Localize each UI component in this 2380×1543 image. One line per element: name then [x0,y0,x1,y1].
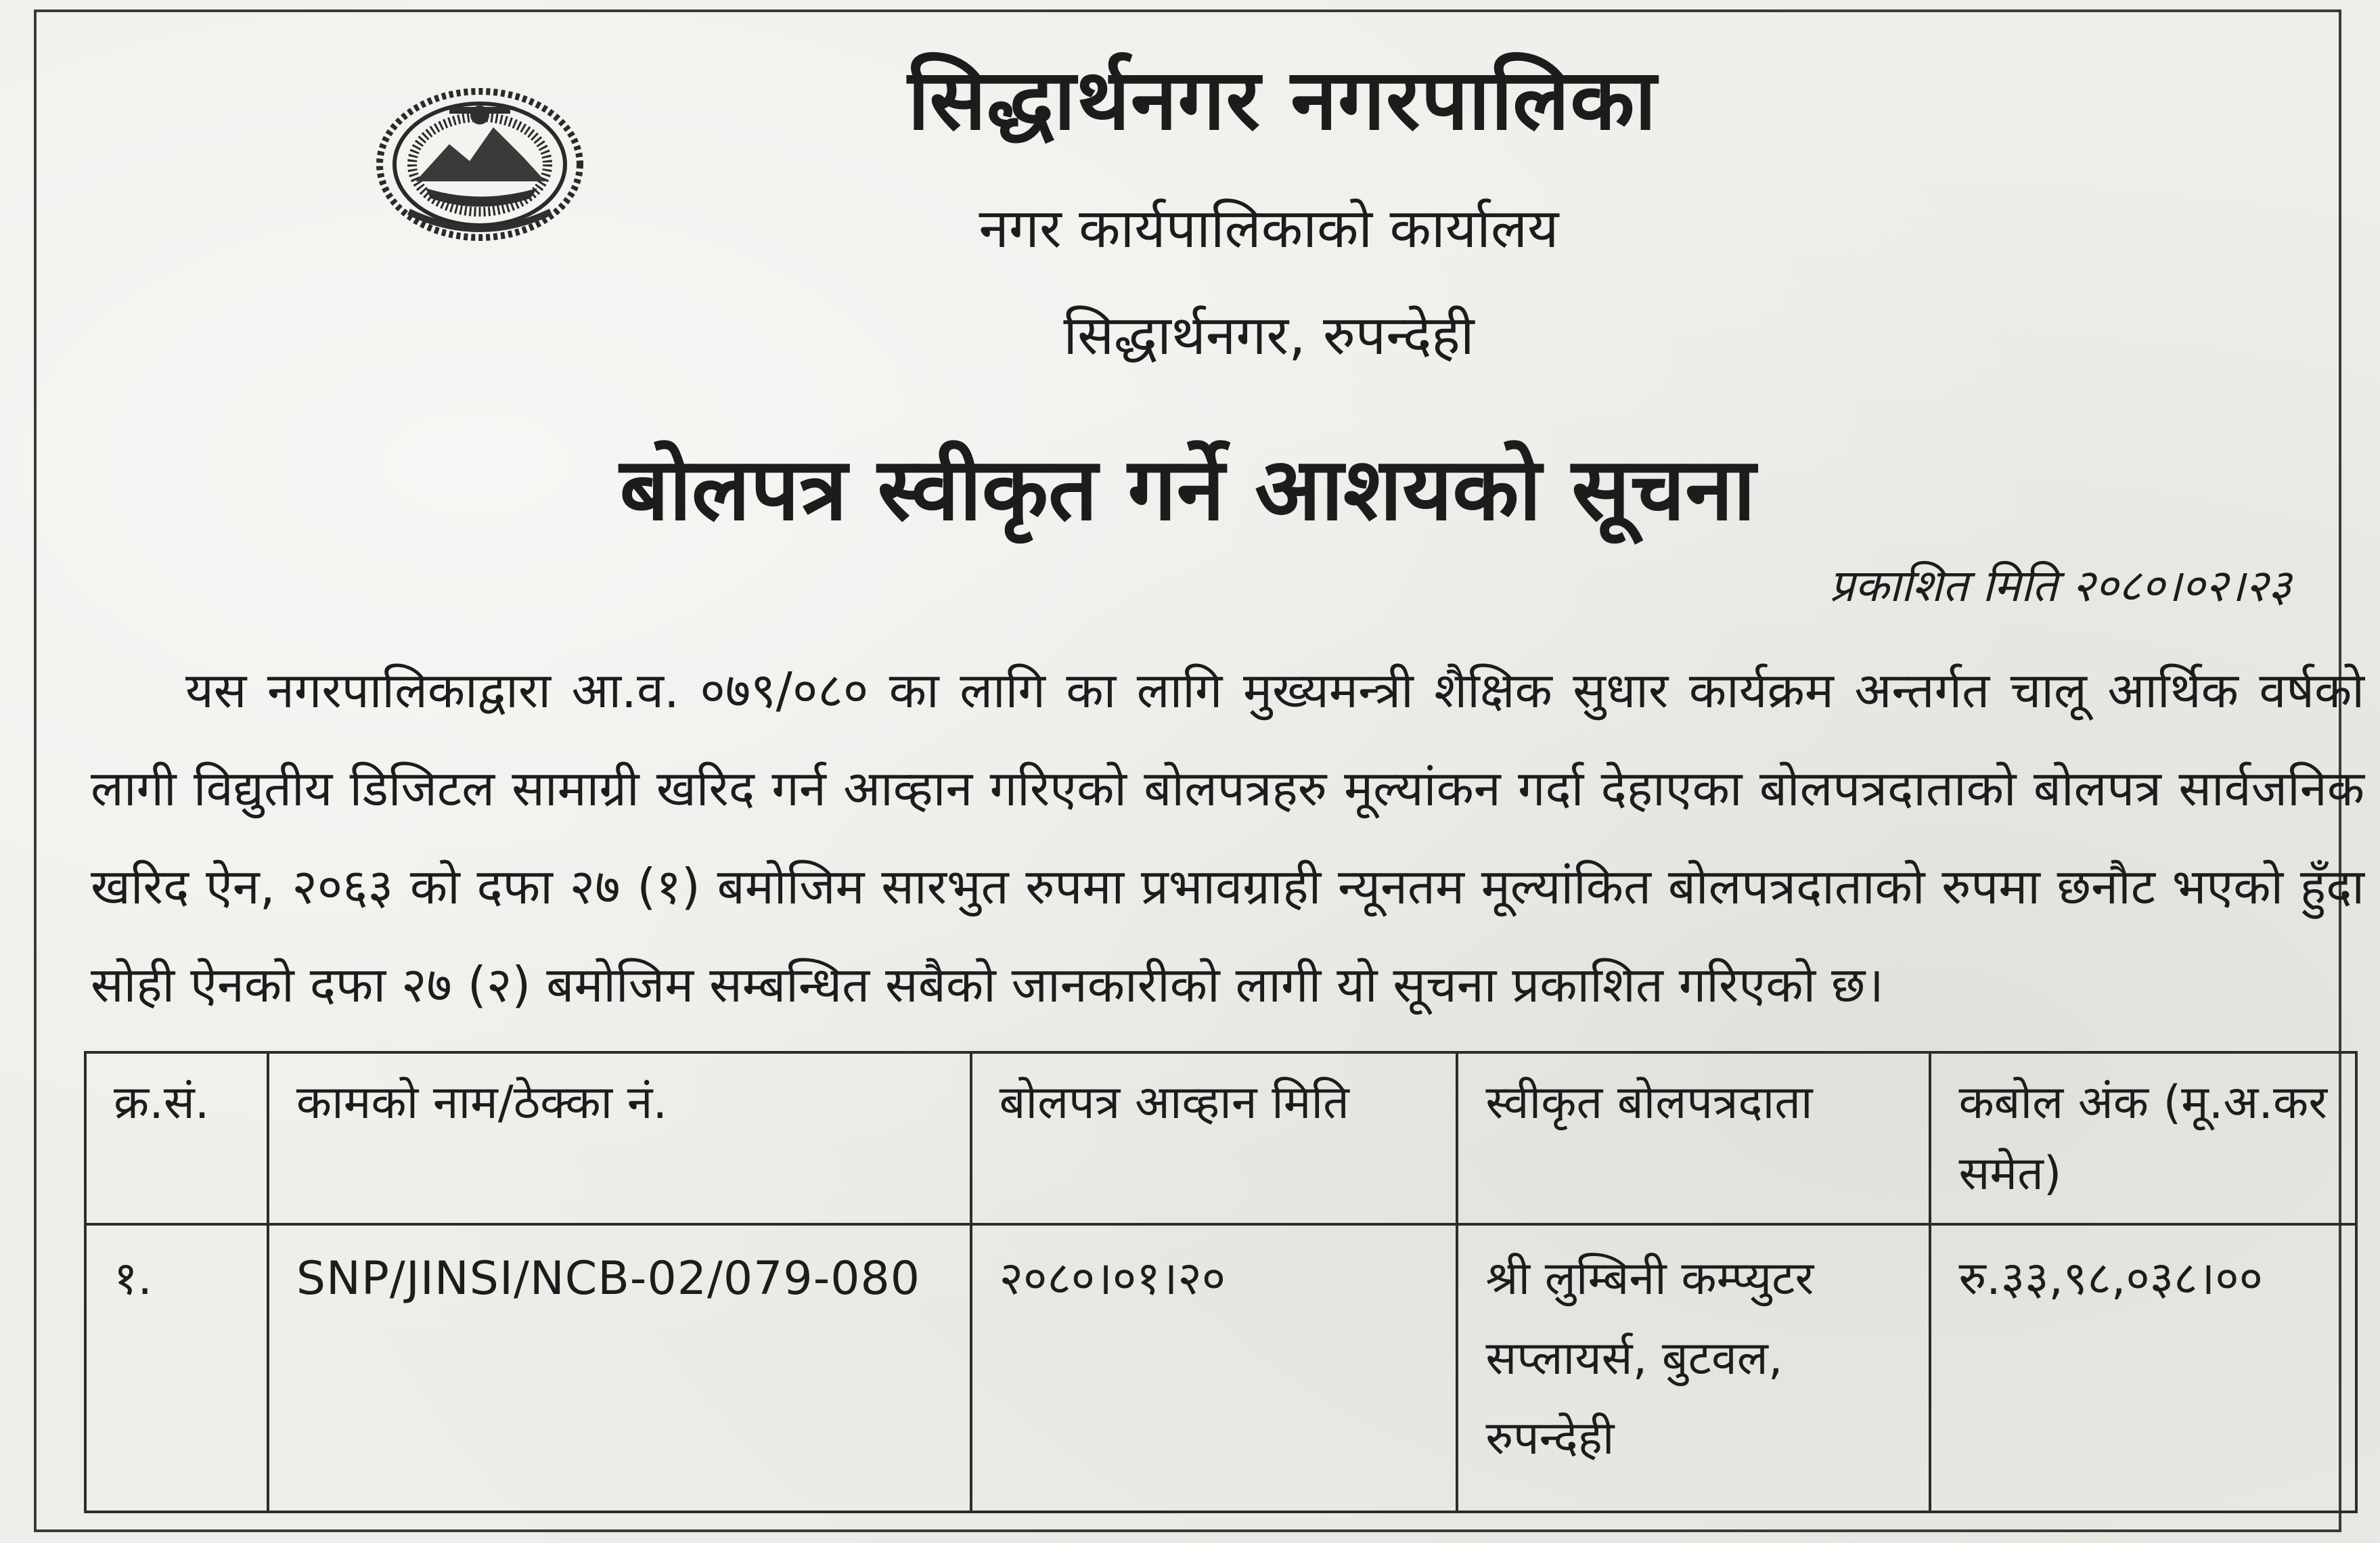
cell-accepted-bidder: श्री लुम्बिनी कम्प्युटर सप्लायर्स, बुटवल, रुपन्देही [1457,1224,1930,1512]
header-work-name: कामको नाम/ठेक्का नं. [268,1052,971,1224]
notice-body: यस नगरपालिकाद्वारा आ.व. ०७९/०८० का लागि का लागि मुख्यमन्त्री शैक्षिक सुधार कार्यक्रम अन्तर्गत चालू आर्थिक वर्षको लागी विद्युतीय डिजिटल सामाग्री खरिद गर्न आव्हान गरिएको बोलपत्रहरु मूल्यांकन गर्दा देहाएका बोलपत्रदाताको बोलपत्र सार्वजनिक खरिद ऐन, २०६३ को दफा २७ (१) बमोजिम सारभुत रुपमा प्रभावग्राही न्यूनतम मूल्यांकित बोलपत्रदाताको रुपमा छनौट भएको हुँदा सोही ऐनको दफा २७ (२) बमोजिम सम्बन्धित सबैको जानकारीको लागी यो सूचना प्रकाशित गरिएको छ। [91,662,2364,1013]
table-header-row [85,1052,2356,1224]
published-date: प्रकाशित मिति २०८०।०२।२३ [1829,560,2291,612]
cell-contract-number: SNP/JINSI/NCB-02/079-080 [268,1224,971,1512]
cell-invitation-date: २०८०।०१।२० [971,1224,1458,1512]
cell-bid-amount: रु.३३,९८,०३८।०० [1930,1224,2356,1512]
office-name: नगर कार्यपालिकाको कार्यालय [979,197,1559,260]
cell-serial-number: १. [85,1224,268,1512]
notice-title: बोलपत्र स्वीकृत गर्ने आशयको सूचना [619,439,1756,540]
header-invitation-date: बोलपत्र आव्हान मिति [971,1052,1458,1224]
tender-notice [34,9,2364,1532]
header-serial-number: क्र.सं. [85,1052,268,1224]
table-row [85,1224,2356,1512]
header-accepted-bidder: स्वीकृत बोलपत्रदाता [1457,1052,1930,1224]
header-bid-amount: कबोल अंक (मू.अ.कर समेत) [1930,1052,2356,1224]
accepted-bid-table [84,1051,2358,1513]
office-location: सिद्धार्थनगर, रुपन्देही [1063,304,1475,367]
organization-name: सिद्धार्थनगर नगरपालिका [907,51,1657,149]
